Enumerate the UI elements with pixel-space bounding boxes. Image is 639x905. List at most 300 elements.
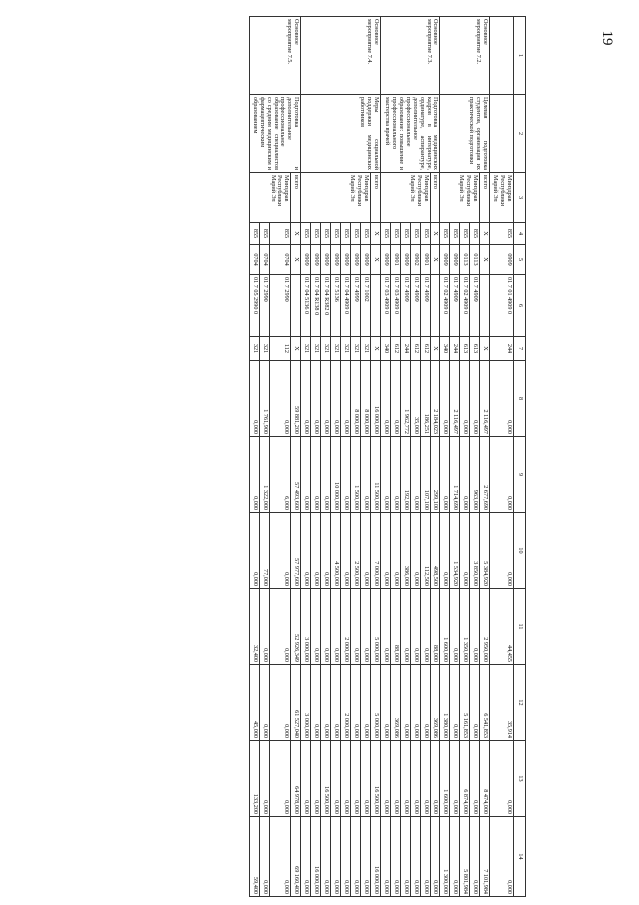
grbs-code-cell: 855: [351, 223, 361, 245]
amount-cell-8: 0,000: [269, 361, 291, 437]
grbs-code-cell: 855: [259, 223, 269, 245]
rz-pr-code-cell: 0909: [331, 245, 341, 275]
rz-pr-code-cell: 0704: [259, 245, 269, 275]
amount-cell-8: 1 962,772: [400, 361, 410, 437]
amount-cell-11: 0,000: [420, 589, 430, 665]
amount-cell-10: 0,000: [490, 513, 514, 589]
amount-cell-10: 386,000: [400, 513, 410, 589]
amount-cell-12: 1 380,000: [440, 665, 450, 741]
grbs-code-cell: 855: [249, 223, 259, 245]
amount-cell-11: 32,400: [249, 589, 259, 665]
amount-cell-11: 0,000: [269, 589, 291, 665]
rz-pr-code-cell: X: [430, 245, 440, 275]
amount-cell-13: 0,000: [380, 741, 390, 817]
header-cell-5: 5: [514, 245, 526, 275]
amount-cell-8: 2 116,497: [480, 361, 490, 437]
vr-code-cell: 613: [470, 337, 480, 361]
rz-pr-code-cell: 0909: [361, 245, 371, 275]
amount-cell-13: 0,000: [450, 741, 460, 817]
amount-cell-8: 0,000: [490, 361, 514, 437]
amount-cell-13: 0,000: [259, 741, 269, 817]
amount-cell-8: 0,000: [470, 361, 480, 437]
amount-cell-10: 0,000: [301, 513, 311, 589]
amount-cell-14: 0,000: [301, 817, 311, 897]
vr-code-cell: 244: [400, 337, 410, 361]
amount-cell-9: 57 493,600: [291, 437, 301, 513]
csr-code-cell: 01 7 04 R382 0: [321, 275, 331, 337]
amount-cell-9: 0,000: [321, 437, 331, 513]
grbs-code-cell: 855: [450, 223, 460, 245]
amount-cell-8: 0,000: [249, 361, 259, 437]
csr-code-cell: 01 7 4999: [351, 275, 361, 337]
amount-cell-14: 1 300,000: [440, 817, 450, 897]
event-name-cell: Основное мероприятие 7.5.: [249, 17, 301, 95]
amount-cell-9: 0,000: [490, 437, 514, 513]
funding-source-cell: Минздрав Республики Марий Эл: [249, 173, 291, 223]
amount-cell-9: 0,000: [410, 437, 420, 513]
amount-cell-11: 5 000,000: [370, 589, 380, 665]
funding-source-cell: всего: [370, 173, 380, 223]
rz-pr-code-cell: 0704: [249, 245, 259, 275]
amount-cell-9: 1 500,000: [351, 437, 361, 513]
event-name-cell: Основное мероприятие 7.3.: [380, 17, 440, 95]
amount-cell-14: 69 160,400: [291, 817, 301, 897]
grbs-code-cell: 855: [420, 223, 430, 245]
amount-cell-14: 0,000: [470, 817, 480, 897]
rz-pr-code-cell: 0909: [380, 245, 390, 275]
grbs-code-cell: 855: [440, 223, 450, 245]
amount-cell-13: 0,000: [430, 741, 440, 817]
amount-cell-10: 5 384,920: [480, 513, 490, 589]
amount-cell-12: 3 000,000: [301, 665, 311, 741]
event-description-cell: Подготовка медицинских кадров в интернатуре, ординатуре, аспирантуре, дополнительное профессиональное образование: повышение и профессионального мастерства врачей: [380, 95, 440, 173]
vr-code-cell: 340: [440, 337, 450, 361]
grbs-code-cell: 855: [311, 223, 321, 245]
amount-cell-12: 369,086: [430, 665, 440, 741]
amount-cell-13: 0,000: [301, 741, 311, 817]
funding-source-cell: Минздрав Республики Марий Эл: [380, 173, 430, 223]
table-row: [430, 17, 440, 897]
amount-cell-14: 0,000: [410, 817, 420, 897]
amount-cell-12: 61 527,040: [291, 665, 301, 741]
grbs-code-cell: X: [480, 223, 490, 245]
csr-code-cell: 01 7 2990: [269, 275, 291, 337]
header-cell-9: 9: [514, 437, 526, 513]
amount-cell-12: 0,000: [450, 665, 460, 741]
amount-cell-10: 57 977,600: [291, 513, 301, 589]
amount-cell-8: 2 184,023: [430, 361, 440, 437]
csr-code-cell: 01 7 02 4909 0: [460, 275, 470, 337]
table-row: [490, 17, 514, 897]
grbs-code-cell: 855: [380, 223, 390, 245]
grbs-code-cell: 855: [410, 223, 420, 245]
amount-cell-8: 8 000,000: [361, 361, 371, 437]
amount-cell-11: 0,000: [470, 589, 480, 665]
amount-cell-14: 16 000,000: [370, 817, 380, 897]
rz-pr-code-cell: 0909: [321, 245, 331, 275]
amount-cell-12: 0,000: [331, 665, 341, 741]
grbs-code-cell: 855: [390, 223, 400, 245]
vr-code-cell: 612: [410, 337, 420, 361]
amount-cell-14: 0,000: [380, 817, 390, 897]
amount-cell-9: 107,100: [420, 437, 430, 513]
amount-cell-10: 7 000,000: [370, 513, 380, 589]
grbs-code-cell: X: [430, 223, 440, 245]
amount-cell-12: 369,086: [390, 665, 400, 741]
table-row: [291, 17, 301, 897]
amount-cell-8: 186,251: [420, 361, 430, 437]
vr-code-cell: 321: [301, 337, 311, 361]
amount-cell-10: 0,000: [460, 513, 470, 589]
header-cell-13: 13: [514, 741, 526, 817]
amount-cell-10: 112,500: [420, 513, 430, 589]
amount-cell-11: 44,455: [490, 589, 514, 665]
amount-cell-11: 0,000: [321, 589, 331, 665]
vr-code-cell: 321: [361, 337, 371, 361]
event-name-cell: [490, 17, 514, 95]
budget-table-rotated: [111, 16, 526, 896]
csr-code-cell: 01 7 03 4909 0: [380, 275, 390, 337]
amount-cell-10: 0,000: [380, 513, 390, 589]
vr-code-cell: 244: [450, 337, 460, 361]
amount-cell-11: 0,000: [259, 589, 269, 665]
amount-cell-12: 0,000: [410, 665, 420, 741]
amount-cell-9: 1 322,000: [259, 437, 269, 513]
amount-cell-9: 0,000: [311, 437, 321, 513]
amount-cell-12: 0,000: [420, 665, 430, 741]
funding-source-cell: Минздрав Республики Марий Эл: [490, 173, 514, 223]
page-number: 19: [599, 30, 615, 46]
amount-cell-8: 59 881,200: [291, 361, 301, 437]
amount-cell-9: 0,000: [301, 437, 311, 513]
amount-cell-9: 0,000: [380, 437, 390, 513]
amount-cell-11: 0,000: [380, 589, 390, 665]
amount-cell-10: 0,000: [361, 513, 371, 589]
csr-code-cell: 01 7 04 R138 0: [311, 275, 321, 337]
csr-code-cell: [370, 275, 380, 337]
rz-pr-code-cell: X: [370, 245, 380, 275]
amount-cell-8: 2 116,497: [450, 361, 460, 437]
amount-cell-11: 1 600,000: [440, 589, 450, 665]
header-row: [514, 17, 526, 897]
grbs-code-cell: 855: [301, 223, 311, 245]
header-cell-1: 1: [514, 17, 526, 95]
rz-pr-code-cell: X: [291, 245, 301, 275]
amount-cell-13: 6 874,000: [460, 741, 470, 817]
amount-cell-11: 0,000: [410, 589, 420, 665]
vr-code-cell: 244: [490, 337, 514, 361]
amount-cell-8: 0,000: [460, 361, 470, 437]
amount-cell-13: 16 500,000: [321, 741, 331, 817]
amount-cell-11: 0,000: [400, 589, 410, 665]
header-cell-12: 12: [514, 665, 526, 741]
amount-cell-12: 45,000: [249, 665, 259, 741]
vr-code-cell: 612: [390, 337, 400, 361]
vr-code-cell: 613: [460, 337, 470, 361]
amount-cell-12: 5 000,000: [370, 665, 380, 741]
amount-cell-10: 0,000: [269, 513, 291, 589]
amount-cell-9: 0,000: [361, 437, 371, 513]
header-cell-6: 6: [514, 275, 526, 337]
header-cell-11: 11: [514, 589, 526, 665]
grbs-code-cell: 855: [341, 223, 351, 245]
amount-cell-13: 0,000: [341, 741, 351, 817]
amount-cell-8: 0,000: [331, 361, 341, 437]
amount-cell-12: 35,914: [490, 665, 514, 741]
amount-cell-12: 0,000: [470, 665, 480, 741]
table-row: [480, 17, 490, 897]
amount-cell-9: 0,000: [440, 437, 450, 513]
grbs-code-cell: 855: [331, 223, 341, 245]
amount-cell-14: 59,400: [249, 817, 259, 897]
header-cell-7: 7: [514, 337, 526, 361]
csr-code-cell: 01 7 2990: [259, 275, 269, 337]
csr-code-cell: 01 7 04 4909 0: [341, 275, 351, 337]
funding-source-cell: всего: [291, 173, 301, 223]
amount-cell-11: 1 350,000: [460, 589, 470, 665]
amount-cell-10: 4 500,000: [331, 513, 341, 589]
rz-pr-code-cell: 0909: [351, 245, 361, 275]
amount-cell-8: 0,000: [321, 361, 331, 437]
amount-cell-14: 0,000: [490, 817, 514, 897]
amount-cell-14: 0,000: [259, 817, 269, 897]
csr-code-cell: 01 7 03 4909 0: [390, 275, 400, 337]
rz-pr-code-cell: X: [480, 245, 490, 275]
rz-pr-code-cell: 0909: [400, 245, 410, 275]
amount-cell-13: 0,000: [420, 741, 430, 817]
amount-cell-9: 10 000,000: [331, 437, 341, 513]
amount-cell-9: 2 677,690: [480, 437, 490, 513]
csr-code-cell: 01 7 01 4909 0: [490, 275, 514, 337]
amount-cell-10: 0,000: [390, 513, 400, 589]
amount-cell-9: 0,000: [341, 437, 351, 513]
csr-code-cell: 01 7 4909: [470, 275, 480, 337]
vr-code-cell: 321: [311, 337, 321, 361]
vr-code-cell: 321: [321, 337, 331, 361]
header-cell-10: 10: [514, 513, 526, 589]
amount-cell-8: 16 000,000: [370, 361, 380, 437]
amount-cell-14: 0,000: [351, 817, 361, 897]
amount-cell-11: 2 950,000: [480, 589, 490, 665]
amount-cell-8: 1 761,900: [259, 361, 269, 437]
amount-cell-8: 8 000,000: [351, 361, 361, 437]
header-cell-4: 4: [514, 223, 526, 245]
amount-cell-14: 0,000: [420, 817, 430, 897]
csr-code-cell: 01 7 04 5136 0: [301, 275, 311, 337]
amount-cell-14: 0,000: [331, 817, 341, 897]
event-description-cell: [490, 95, 514, 173]
rz-pr-code-cell: 0704: [269, 245, 291, 275]
amount-cell-13: 133,200: [249, 741, 259, 817]
csr-code-cell: 01 7 5136: [331, 275, 341, 337]
event-description-cell: Целевая подготовка студентов, организация их практической подготовки: [440, 95, 490, 173]
amount-cell-13: 0,000: [351, 741, 361, 817]
csr-code-cell: 01 7 02 4909 0: [440, 275, 450, 337]
amount-cell-14: 0,000: [341, 817, 351, 897]
amount-cell-11: 0,000: [351, 589, 361, 665]
amount-cell-14: 0,000: [321, 817, 331, 897]
amount-cell-10: 1 534,920: [450, 513, 460, 589]
amount-cell-13: 0,000: [311, 741, 321, 817]
funding-source-cell: Минздрав Республики Марий Эл: [440, 173, 480, 223]
amount-cell-11: 0,000: [450, 589, 460, 665]
amount-cell-13: 16 500,000: [370, 741, 380, 817]
amount-cell-11: 0,000: [331, 589, 341, 665]
amount-cell-13: 0,000: [410, 741, 420, 817]
amount-cell-13: 0,000: [331, 741, 341, 817]
amount-cell-11: 52 926,349: [291, 589, 301, 665]
amount-cell-12: 0,000: [321, 665, 331, 741]
amount-cell-8: 0,000: [341, 361, 351, 437]
grbs-code-cell: 855: [470, 223, 480, 245]
amount-cell-9: 0,000: [460, 437, 470, 513]
amount-cell-11: 3 000,000: [301, 589, 311, 665]
funding-source-cell: всего: [480, 173, 490, 223]
header-cell-14: 14: [514, 817, 526, 897]
rz-pr-code-cell: 0901: [390, 245, 400, 275]
rz-pr-code-cell: 0909: [440, 245, 450, 275]
vr-code-cell: X: [370, 337, 380, 361]
amount-cell-13: 0,000: [400, 741, 410, 817]
amount-cell-10: 0,000: [249, 513, 259, 589]
csr-code-cell: [480, 275, 490, 337]
event-name-cell: Основное мероприятие 7.4.: [301, 17, 381, 95]
amount-cell-11: 88,000: [390, 589, 400, 665]
header-cell-2: 2: [514, 95, 526, 173]
rz-pr-code-cell: 0909: [341, 245, 351, 275]
rz-pr-code-cell: 0902: [410, 245, 420, 275]
amount-cell-9: 963,000: [470, 437, 480, 513]
vr-code-cell: X: [480, 337, 490, 361]
amount-cell-10: 0,000: [341, 513, 351, 589]
amount-cell-13: 8 474,000: [480, 741, 490, 817]
grbs-code-cell: 855: [460, 223, 470, 245]
amount-cell-8: 0,000: [301, 361, 311, 437]
amount-cell-13: 0,000: [269, 741, 291, 817]
header-cell-3: 3: [514, 173, 526, 223]
rz-pr-code-cell: 0909: [450, 245, 460, 275]
amount-cell-11: 0,000: [311, 589, 321, 665]
amount-cell-14: 0,000: [390, 817, 400, 897]
amount-cell-10: 77,000: [259, 513, 269, 589]
amount-cell-12: 0,000: [361, 665, 371, 741]
rz-pr-code-cell: 0909: [311, 245, 321, 275]
csr-code-cell: 01 7 4909: [400, 275, 410, 337]
rz-pr-code-cell: 0909: [301, 245, 311, 275]
vr-code-cell: 321: [259, 337, 269, 361]
amount-cell-12: 5 161,853: [460, 665, 470, 741]
event-description-cell: Меры социальной поддержки медицинских работников: [301, 95, 381, 173]
amount-cell-12: 0,000: [400, 665, 410, 741]
vr-code-cell: X: [430, 337, 440, 361]
amount-cell-13: 0,000: [390, 741, 400, 817]
grbs-code-cell: X: [370, 223, 380, 245]
amount-cell-10: 0,000: [410, 513, 420, 589]
amount-cell-11: 2 000,000: [341, 589, 351, 665]
amount-cell-13: 1 600,000: [440, 741, 450, 817]
event-name-cell: Основное мероприятие 7.2.: [440, 17, 490, 95]
amount-cell-10: 498,500: [430, 513, 440, 589]
amount-cell-13: 64 978,000: [291, 741, 301, 817]
grbs-code-cell: 855: [321, 223, 331, 245]
amount-cell-12: 0,000: [269, 665, 291, 741]
vr-code-cell: X: [291, 337, 301, 361]
amount-cell-10: 3 850,000: [470, 513, 480, 589]
csr-code-cell: 01 7 4909: [450, 275, 460, 337]
grbs-code-cell: 855: [361, 223, 371, 245]
rz-pr-code-cell: 0113: [470, 245, 480, 275]
amount-cell-9: 0,000: [249, 437, 259, 513]
vr-code-cell: 612: [420, 337, 430, 361]
csr-code-cell: [291, 275, 301, 337]
amount-cell-12: 0,000: [259, 665, 269, 741]
amount-cell-8: 0,000: [440, 361, 450, 437]
amount-cell-9: 11 500,000: [370, 437, 380, 513]
grbs-code-cell: 855: [400, 223, 410, 245]
grbs-code-cell: 855: [269, 223, 291, 245]
vr-code-cell: 112: [269, 337, 291, 361]
amount-cell-8: 0,000: [311, 361, 321, 437]
amount-cell-12: 2 000,000: [341, 665, 351, 741]
amount-cell-12: 0,000: [351, 665, 361, 741]
amount-cell-8: 0,000: [380, 361, 390, 437]
amount-cell-9: 1 714,690: [450, 437, 460, 513]
amount-cell-12: 0,000: [380, 665, 390, 741]
rz-pr-code-cell: 0113: [460, 245, 470, 275]
amount-cell-10: 0,000: [311, 513, 321, 589]
amount-cell-9: 6,000: [269, 437, 291, 513]
csr-code-cell: 01 7 1002: [361, 275, 371, 337]
event-description-cell: Подготовка и дополнительное профессиональное образование специалистов со средним медицинским и фармацевтическим образованием: [249, 95, 301, 173]
amount-cell-8: 0,000: [390, 361, 400, 437]
amount-cell-9: 0,000: [390, 437, 400, 513]
rz-pr-code-cell: 0901: [420, 245, 430, 275]
amount-cell-13: 0,000: [361, 741, 371, 817]
amount-cell-14: 16 000,000: [311, 817, 321, 897]
vr-code-cell: 321: [351, 337, 361, 361]
vr-code-cell: 340: [380, 337, 390, 361]
amount-cell-13: 0,000: [470, 741, 480, 817]
amount-cell-12: 6 541,853: [480, 665, 490, 741]
csr-code-cell: 01 7 4909: [410, 275, 420, 337]
funding-source-cell: всего: [430, 173, 440, 223]
amount-cell-9: 299,100: [430, 437, 440, 513]
amount-cell-11: 88,000: [430, 589, 440, 665]
amount-cell-9: 192,000: [400, 437, 410, 513]
vr-code-cell: 321: [249, 337, 259, 361]
amount-cell-8: 35,000: [410, 361, 420, 437]
vr-code-cell: 321: [341, 337, 351, 361]
csr-code-cell: 01 7 4909: [420, 275, 430, 337]
table-row: [370, 17, 380, 897]
vr-code-cell: 321: [331, 337, 341, 361]
amount-cell-10: 2 500,000: [351, 513, 361, 589]
amount-cell-14: 5 801,984: [460, 817, 470, 897]
amount-cell-14: 7 101,984: [480, 817, 490, 897]
amount-cell-14: 0,000: [400, 817, 410, 897]
grbs-code-cell: X: [291, 223, 301, 245]
amount-cell-14: 0,000: [430, 817, 440, 897]
funding-source-cell: Минздрав Республики Марий Эл: [301, 173, 371, 223]
amount-cell-11: 0,000: [361, 589, 371, 665]
csr-code-cell: 01 7 05 2990 0: [249, 275, 259, 337]
budget-table: [249, 16, 526, 897]
rz-pr-code-cell: 0909: [490, 245, 514, 275]
amount-cell-13: 0,000: [490, 741, 514, 817]
amount-cell-10: 0,000: [440, 513, 450, 589]
amount-cell-14: 0,000: [361, 817, 371, 897]
amount-cell-10: 0,000: [321, 513, 331, 589]
